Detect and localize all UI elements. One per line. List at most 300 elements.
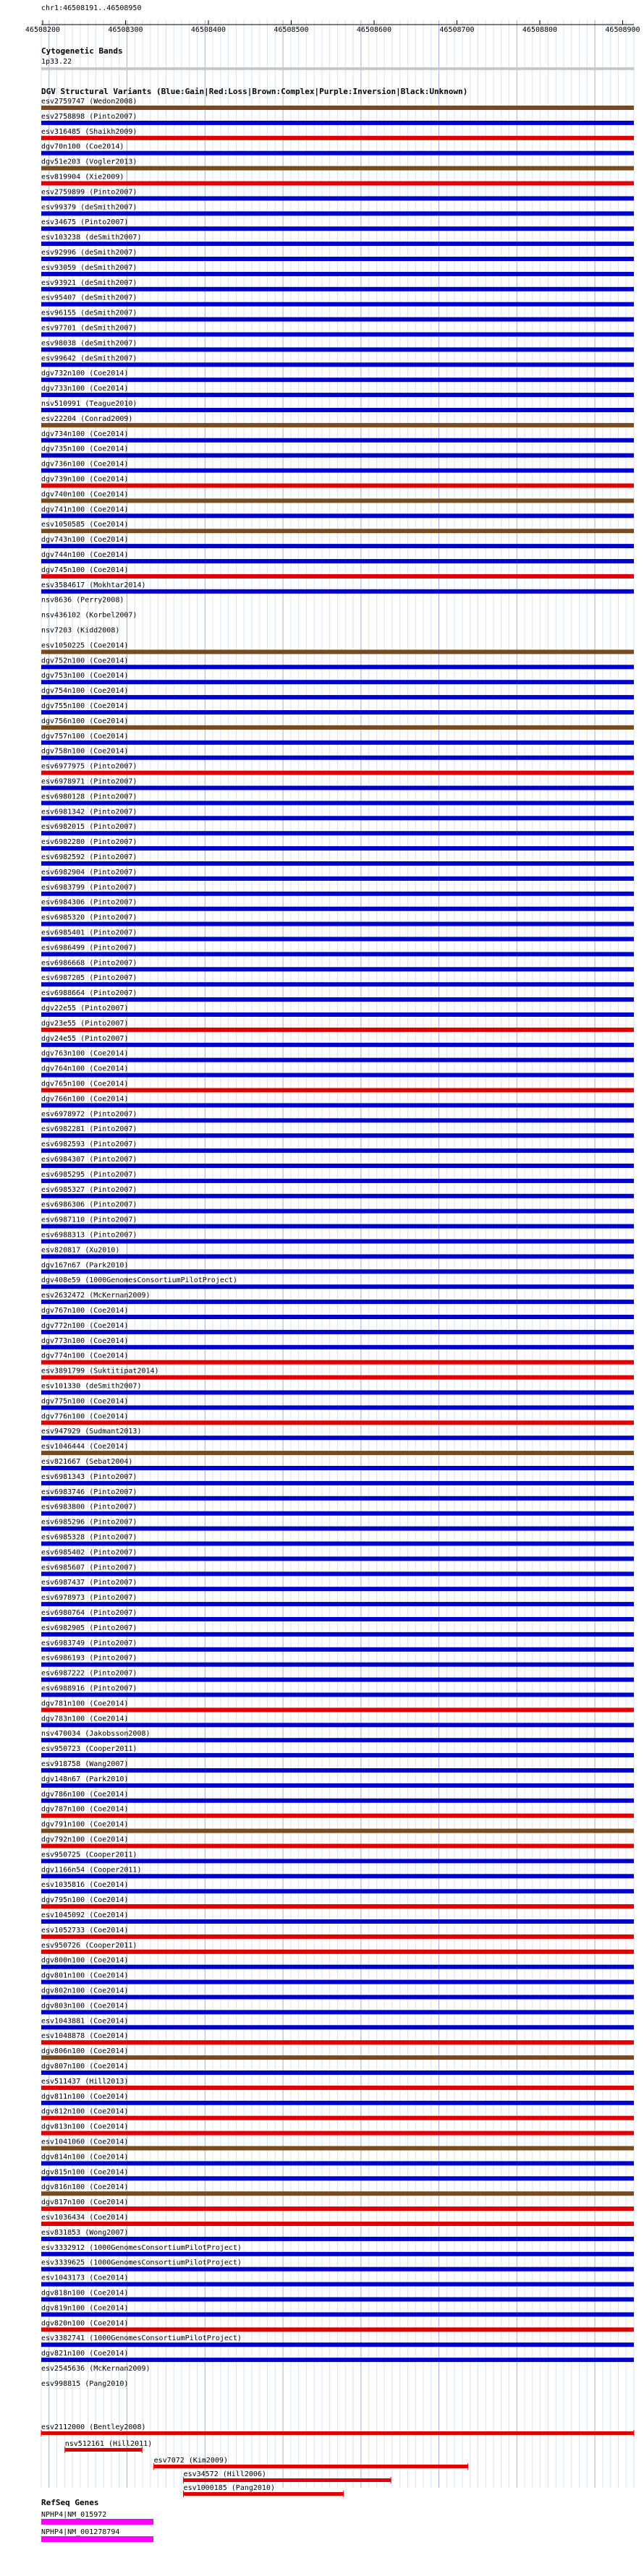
dgv-variant-bar[interactable] [41, 710, 634, 715]
dgv-track-label: dgv817n100 (Coe2014) [41, 2198, 129, 2207]
dgv-track-label: nsv8636 (Perry2008) [41, 596, 124, 605]
dgv-variant-bar[interactable] [41, 816, 634, 820]
dgv-track-label: dgv753n100 (Coe2014) [41, 672, 129, 681]
ruler-tick-label: 46508300 [108, 26, 143, 34]
refseq-genes [41, 2511, 153, 2542]
dgv-variant-bar[interactable] [41, 649, 634, 654]
dgv-track-label: esv821667 (Sebat2004) [41, 1458, 133, 1466]
dgv-track-label: esv2758898 (Pinto2007) [41, 112, 137, 121]
dgv-track-label: dgv51e203 (Vogler2013) [41, 158, 137, 166]
dgv-variant-bar[interactable] [41, 907, 634, 911]
dgv-track-label: dgv792n100 (Coe2014) [41, 1835, 129, 1844]
dgv-track-label: esv1035816 (Coe2014) [41, 1881, 129, 1890]
dgv-track-label: dgv740n100 (Coe2014) [41, 490, 129, 499]
dgv-variant-bar[interactable] [41, 2252, 634, 2256]
dgv-variant-bar[interactable] [41, 2101, 634, 2105]
dgv-variant-bar[interactable] [41, 1663, 634, 1667]
dgv-track-label: esv1041060 (Coe2014) [41, 2138, 129, 2146]
dgv-variant-bar[interactable] [41, 121, 634, 125]
dgv-variant-bar[interactable] [41, 1405, 634, 1409]
dgv-variant-bar[interactable] [41, 1874, 634, 1878]
dgv-track-label: dgv818n100 (Coe2014) [41, 2289, 129, 2298]
dgv-variant-bar[interactable] [41, 196, 634, 200]
dgv-track-label: esv6985607 (Pinto2007) [41, 1564, 137, 1572]
dgv-variant-bar[interactable] [41, 2191, 634, 2196]
dgv-track-label: dgv24e55 (Pinto2007) [41, 1034, 129, 1043]
dgv-track-label: dgv408e59 (1000GenomesConsortiumPilotProject) [41, 1276, 237, 1285]
dgv-variant-bar[interactable] [41, 1738, 634, 1742]
dgv-track-label: esv6985401 (Pinto2007) [41, 929, 137, 937]
dgv-track-label: esv96155 (deSmith2007) [41, 309, 137, 317]
dgv-track-label: esv93921 (deSmith2007) [41, 278, 137, 287]
dgv-variant-bar[interactable] [41, 1012, 634, 1017]
dgv-track-label: esv2759899 (Pinto2007) [41, 188, 137, 197]
dgv-track-label: esv93059 (deSmith2007) [41, 263, 137, 272]
dgv-track-label: esv819904 (Xie2009) [41, 173, 124, 182]
dgv-track-label: esv103238 (deSmith2007) [41, 234, 142, 242]
dgv-track-label: dgv739n100 (Coe2014) [41, 475, 129, 484]
dgv-variant-bar[interactable] [41, 2222, 634, 2226]
dgv-variant-bar[interactable] [41, 1571, 634, 1576]
dgv-track-label: esv3584617 (Mokhtar2014) [41, 581, 146, 589]
dgv-variant-bar[interactable] [41, 1556, 634, 1561]
dgv-track-label: dgv775n100 (Coe2014) [41, 1397, 129, 1406]
dgv-variant-bar[interactable] [41, 1859, 634, 1863]
dgv-variant-bar[interactable] [41, 333, 634, 337]
dgv-track-label: esv95407 (deSmith2007) [41, 294, 137, 302]
dgv-variant-bar[interactable] [41, 1919, 634, 1924]
dgv-variant-bar[interactable] [41, 1088, 634, 1093]
dgv-variant-bar[interactable] [41, 469, 634, 473]
dgv-variant-bar[interactable] [41, 1768, 634, 1773]
dgv-variant-bar[interactable] [41, 242, 634, 246]
dgv-variant-bar[interactable] [41, 1209, 634, 1214]
dgv-variant-bar[interactable] [41, 1829, 634, 1833]
dgv-variant-bar[interactable] [41, 151, 634, 155]
ruler-tick-label: 46508200 [25, 26, 61, 34]
dgv-track-label: dgv758n100 (Coe2014) [41, 747, 129, 756]
dgv-variant-bar[interactable] [41, 1889, 634, 1893]
dgv-variant-bar[interactable] [41, 2116, 634, 2120]
dgv-variant-bar[interactable] [41, 1965, 634, 1969]
dgv-track-label: esv2545636 (McKernan2009) [41, 2365, 151, 2373]
dgv-variant-bar[interactable] [41, 771, 634, 775]
dgv-track-label: esv6982015 (Pinto2007) [41, 823, 137, 832]
dgv-variant-bar[interactable] [41, 877, 634, 881]
dgv-variant-bar[interactable] [41, 741, 634, 745]
dgv-track-label: dgv801n100 (Coe2014) [41, 1971, 129, 1980]
dgv-track-label: dgv733n100 (Coe2014) [41, 385, 129, 393]
dgv-track-label: dgv763n100 (Coe2014) [41, 1049, 129, 1058]
dgv-track-label: dgv741n100 (Coe2014) [41, 506, 129, 514]
dgv-track-label: dgv813n100 (Coe2014) [41, 2123, 129, 2131]
dgv-variant-bar[interactable] [41, 1980, 634, 1984]
dgv-variant-bar[interactable] [41, 272, 634, 276]
dgv-track-label: esv6982280 (Pinto2007) [41, 838, 137, 847]
dgv-variant-bar[interactable] [41, 1723, 634, 1727]
dgv-track-label: esv998815 (Pang2010) [41, 2379, 129, 2388]
dgv-variant-bar[interactable] [41, 2176, 634, 2180]
dgv-track-label: dgv70n100 (Coe2014) [41, 142, 124, 151]
dgv-variant-bar[interactable] [41, 1496, 634, 1501]
dgv-variant-bar[interactable] [41, 166, 634, 171]
dgv-variant-bar[interactable] [41, 1391, 634, 1395]
dgv-variant-bar[interactable] [41, 317, 634, 322]
dgv-track-label: esv92996 (deSmith2007) [41, 249, 137, 257]
dgv-track-label: esv6985327 (Pinto2007) [41, 1185, 137, 1194]
dgv-track-label: esv1043881 (Coe2014) [41, 2017, 129, 2026]
dgv-variant-bar[interactable] [41, 1118, 634, 1122]
dgv-track-label: dgv734n100 (Coe2014) [41, 430, 129, 438]
dgv-track-label: esv3382741 (1000GenomesConsortiumPilotProject) [41, 2334, 242, 2343]
dgv-variant-bar[interactable] [41, 2146, 634, 2151]
dgv-track-label: esv6983746 (Pinto2007) [41, 1488, 137, 1496]
dgv-variant-bar[interactable] [41, 1904, 634, 1908]
dgv-track-label: dgv812n100 (Coe2014) [41, 2107, 129, 2116]
dgv-track-label: esv6981342 (Pinto2007) [41, 808, 137, 816]
dgv-variant-bar[interactable] [41, 1058, 634, 1062]
dgv-track-label: dgv786n100 (Coe2014) [41, 1790, 129, 1799]
dgv-track-label: dgv732n100 (Coe2014) [41, 370, 129, 378]
dgv-track-label: esv1052733 (Coe2014) [41, 1926, 129, 1935]
dgv-variant-bar[interactable] [41, 393, 634, 397]
dgv-variant-bar[interactable] [41, 1436, 634, 1440]
dgv-variant-bar[interactable] [41, 1240, 634, 1244]
dgv-track-label: esv950725 (Cooper2011) [41, 1851, 137, 1859]
dgv-track-label: esv947929 (Sudmant2013) [41, 1428, 142, 1436]
dgv-track-label: dgv767n100 (Coe2014) [41, 1307, 129, 1315]
dgv-variant-bar[interactable] [41, 529, 634, 533]
dgv-partial-label: esv34572 (Hill2006) [183, 2470, 266, 2478]
dgv-variant-bar[interactable] [41, 1542, 634, 1546]
dgv-variant-bar[interactable] [41, 997, 634, 1002]
dgv-variant-bar[interactable] [41, 2206, 634, 2211]
dgv-track-label: nsv510991 (Teague2010) [41, 400, 137, 408]
dgv-track-label: esv6985320 (Pinto2007) [41, 913, 137, 922]
dgv-track-label: esv6983749 (Pinto2007) [41, 1639, 137, 1647]
dgv-track-label: esv511437 (Hill2013) [41, 2077, 129, 2086]
dgv-variant-bar[interactable] [41, 453, 634, 458]
dgv-variant-bar[interactable] [41, 1678, 634, 1682]
dgv-track-label: esv6984306 (Pinto2007) [41, 898, 137, 907]
dgv-variant-bar[interactable] [41, 182, 634, 186]
dgv-track-label: esv6985402 (Pinto2007) [41, 1548, 137, 1557]
dgv-track-label: dgv816n100 (Coe2014) [41, 2183, 129, 2192]
dgv-variant-bar[interactable] [41, 1511, 634, 1516]
dgv-track-label: esv6983799 (Pinto2007) [41, 883, 137, 892]
dgv-track-label: esv6977975 (Pinto2007) [41, 762, 137, 771]
dgv-variant-bar[interactable] [41, 1844, 634, 1848]
dgv-variant-bar[interactable] [41, 484, 634, 488]
dgv-partial-label: nsv512161 (Hill2011) [64, 2440, 153, 2448]
dgv-variant-bar[interactable] [41, 544, 634, 548]
dgv-variant-bar[interactable] [41, 1043, 634, 1047]
dgv-track-label: dgv811n100 (Coe2014) [41, 2092, 129, 2101]
dgv-variant-bar[interactable] [41, 1466, 634, 1470]
dgv-variant-bar[interactable] [41, 1224, 634, 1229]
dgv-variant-bar[interactable] [41, 1254, 634, 1258]
dgv-variant-bar[interactable] [41, 211, 634, 216]
dgv-track-label: dgv772n100 (Coe2014) [41, 1321, 129, 1330]
dgv-variant-bar[interactable] [41, 1602, 634, 1606]
dgv-variant-bar[interactable] [41, 2010, 634, 2014]
refseq-gene-bar[interactable] [41, 2536, 153, 2542]
dgv-track-label: dgv743n100 (Coe2014) [41, 536, 129, 545]
dgv-variant-bar[interactable] [41, 347, 634, 351]
dgv-track-label: nsv470034 (Jakobsson2008) [41, 1730, 151, 1739]
dgv-variant-bar[interactable] [41, 1376, 634, 1380]
cytogenetic-bands-title: Cytogenetic Bands [41, 46, 123, 56]
dgv-variant-bar[interactable] [41, 2070, 634, 2075]
dgv-variant-bar[interactable] [41, 695, 634, 699]
dgv-partial-bar[interactable] [41, 2431, 634, 2435]
dgv-variant-bar[interactable] [41, 952, 634, 956]
dgv-variant-bar[interactable] [41, 1995, 634, 2000]
dgv-track-label: esv6982904 (Pinto2007) [41, 868, 137, 877]
dgv-track-label: dgv787n100 (Coe2014) [41, 1805, 129, 1814]
dgv-variant-bar[interactable] [41, 1647, 634, 1652]
dgv-track-label: esv6988916 (Pinto2007) [41, 1684, 137, 1693]
dgv-track-label: esv6982593 (Pinto2007) [41, 1140, 137, 1149]
dgv-variant-bar[interactable] [41, 1693, 634, 1697]
dgv-track-label: esv6987110 (Pinto2007) [41, 1216, 137, 1224]
dgv-track-label: dgv807n100 (Coe2014) [41, 2063, 129, 2070]
dgv-variant-bar[interactable] [41, 725, 634, 730]
dgv-track-label: dgv800n100 (Coe2014) [41, 1956, 129, 1965]
dgv-variant-bar[interactable] [41, 1587, 634, 1591]
dgv-track-label: esv6987222 (Pinto2007) [41, 1669, 137, 1678]
dgv-variant-bar[interactable] [41, 1133, 634, 1138]
dgv-track-label: esv831853 (Wong2007) [41, 2228, 129, 2237]
dgv-variant-bar[interactable] [41, 1783, 634, 1788]
dgv-track-label: esv97701 (deSmith2007) [41, 324, 137, 333]
dgv-variant-bar[interactable] [41, 786, 634, 790]
dgv-variant-bar[interactable] [41, 378, 634, 382]
dgv-variant-bar[interactable] [41, 106, 634, 110]
dgv-track-label: dgv755n100 (Coe2014) [41, 702, 129, 710]
dgv-track-label: esv3891799 (Suktitipat2014) [41, 1367, 159, 1376]
dgv-partial-label: esv2112000 (Bentley2008) [41, 2423, 146, 2431]
dgv-variant-bar[interactable] [41, 2327, 634, 2332]
dgv-track-label: esv22204 (Conrad2009) [41, 414, 133, 423]
dgv-variant-bar[interactable] [41, 136, 634, 140]
dgv-variant-bar[interactable] [41, 2161, 634, 2165]
dgv-variant-bar[interactable] [41, 1707, 634, 1712]
dgv-track-label: dgv1166n54 (Cooper2011) [41, 1866, 142, 1875]
dgv-partial-label: esv1000185 (Pang2010) [183, 2484, 275, 2492]
dgv-variant-bar[interactable] [41, 1632, 634, 1637]
dgv-track-label: esv820817 (Xu2010) [41, 1246, 120, 1255]
dgv-track-label: esv1050585 (Coe2014) [41, 521, 129, 529]
dgv-variant-bar[interactable] [41, 1148, 634, 1153]
dgv-variant-bar[interactable] [41, 1300, 634, 1304]
dgv-variant-bar[interactable] [41, 1451, 634, 1455]
dgv-track-label: dgv148n67 (Park2010) [41, 1775, 129, 1783]
dgv-variant-bar[interactable] [41, 1935, 634, 1939]
dgv-track-label: dgv821n100 (Coe2014) [41, 2350, 129, 2358]
dgv-track-label: dgv752n100 (Coe2014) [41, 657, 129, 665]
dgv-variant-bar[interactable] [41, 2342, 634, 2347]
dgv-variant-bar[interactable] [41, 1269, 634, 1274]
dgv-variant-bar[interactable] [41, 937, 634, 942]
dgv-track-label: esv6982905 (Pinto2007) [41, 1624, 137, 1632]
dgv-track-label: dgv23e55 (Pinto2007) [41, 1019, 129, 1028]
dgv-variant-bar[interactable] [41, 861, 634, 866]
dgv-title: DGV Structural Variants (Blue:Gain|Red:Loss|Brown:Complex|Purple:Inversion|Black:Unknown) [41, 87, 468, 96]
ruler-tick-label: 46508400 [190, 26, 226, 34]
dgv-variant-bar[interactable] [41, 2086, 634, 2090]
dgv-variant-bar[interactable] [41, 1481, 634, 1485]
dgv-track-label: esv6985295 (Pinto2007) [41, 1170, 137, 1179]
dgv-variant-bar[interactable] [41, 589, 634, 594]
dgv-variant-bar[interactable] [41, 1164, 634, 1168]
dgv-variant-bar[interactable] [41, 922, 634, 926]
dgv-track-label: dgv803n100 (Coe2014) [41, 2002, 129, 2010]
dgv-variant-bar[interactable] [41, 1950, 634, 1954]
dgv-variant-bar[interactable] [41, 665, 634, 669]
dgv-variant-bar[interactable] [41, 1420, 634, 1425]
dgv-variant-bar[interactable] [41, 1028, 634, 1032]
dgv-track-label: esv34675 (Pinto2007) [41, 218, 129, 227]
dgv-variant-bar[interactable] [41, 1527, 634, 1531]
dgv-variant-bar[interactable] [41, 498, 634, 503]
dgv-track-label: esv101330 (deSmith2007) [41, 1382, 142, 1391]
dgv-track-label: dgv814n100 (Coe2014) [41, 2153, 129, 2162]
position-label: chr1:46508191..46508950 [41, 4, 142, 12]
dgv-variant-bar[interactable] [41, 1330, 634, 1334]
dgv-variant-bar[interactable] [41, 1814, 634, 1818]
dgv-variant-bar[interactable] [41, 982, 634, 986]
dgv-track-label: esv1048878 (Coe2014) [41, 2032, 129, 2041]
dgv-track-label: dgv773n100 (Coe2014) [41, 1336, 129, 1345]
dgv-track-label: esv3332912 (1000GenomesConsortiumPilotProject) [41, 2243, 242, 2252]
dgv-track-label: esv6985296 (Pinto2007) [41, 1518, 137, 1527]
dgv-tracks [41, 98, 634, 2388]
dgv-track-label: esv2632472 (McKernan2009) [41, 1292, 151, 1300]
dgv-track-label: dgv736n100 (Coe2014) [41, 460, 129, 469]
dgv-variant-bar[interactable] [41, 801, 634, 805]
dgv-variant-bar[interactable] [41, 1617, 634, 1621]
dgv-partial-bar[interactable] [154, 2465, 468, 2468]
dgv-variant-bar[interactable] [41, 2298, 634, 2302]
dgv-track-label: esv6978972 (Pinto2007) [41, 1110, 137, 1119]
dgv-track-label: esv950726 (Cooper2011) [41, 1941, 137, 1950]
dgv-track-label: esv1045092 (Coe2014) [41, 1911, 129, 1919]
dgv-track-label: esv1050225 (Coe2014) [41, 641, 129, 650]
dgv-variant-bar[interactable] [41, 362, 634, 367]
dgv-track-label: esv99642 (deSmith2007) [41, 354, 137, 363]
cytoband-bar [41, 67, 634, 70]
dgv-variant-bar[interactable] [41, 559, 634, 563]
dgv-track-label: dgv776n100 (Coe2014) [41, 1412, 129, 1421]
dgv-track-label: nsv7203 (Kidd2008) [41, 626, 120, 635]
dgv-variant-bar[interactable] [41, 831, 634, 835]
dgv-track-label: esv6985328 (Pinto2007) [41, 1533, 137, 1542]
dgv-variant-bar[interactable] [41, 1073, 634, 1078]
dgv-track-label: esv6988313 (Pinto2007) [41, 1231, 137, 1240]
dgv-variant-bar[interactable] [41, 1799, 634, 1803]
ruler-tick-label: 46508600 [356, 26, 392, 34]
dgv-variant-bar[interactable] [41, 1753, 634, 1757]
dgv-track-label: dgv754n100 (Coe2014) [41, 687, 129, 696]
dgv-variant-bar[interactable] [41, 2358, 634, 2362]
dgv-variant-bar[interactable] [41, 257, 634, 261]
dgv-partial-bar[interactable] [65, 2448, 142, 2452]
dgv-variant-bar[interactable] [41, 1360, 634, 1365]
dgv-track-label: dgv22e55 (Pinto2007) [41, 1005, 129, 1012]
dgv-partial-bar[interactable] [184, 2492, 344, 2496]
dgv-variant-bar[interactable] [41, 1345, 634, 1349]
dgv-track-label: esv6981343 (Pinto2007) [41, 1472, 137, 1481]
dgv-partial-label: esv7072 (Kim2009) [153, 2457, 228, 2465]
dgv-variant-bar[interactable] [41, 226, 634, 231]
dgv-track-label: esv6982592 (Pinto2007) [41, 853, 137, 861]
dgv-variant-bar[interactable] [41, 438, 634, 443]
dgv-variant-bar[interactable] [41, 1194, 634, 1198]
dgv-track-label: dgv764n100 (Coe2014) [41, 1065, 129, 1073]
dgv-variant-bar[interactable] [41, 423, 634, 427]
dgv-track-label: esv6986499 (Pinto2007) [41, 944, 137, 952]
dgv-track-label: dgv735n100 (Coe2014) [41, 445, 129, 453]
dgv-track-label: esv6986668 (Pinto2007) [41, 959, 137, 968]
dgv-variant-bar[interactable] [41, 2131, 634, 2136]
dgv-track-label: dgv167n67 (Park2010) [41, 1261, 129, 1270]
dgv-variant-bar[interactable] [41, 1103, 634, 1107]
dgv-track-label: dgv783n100 (Coe2014) [41, 1715, 129, 1723]
dgv-track-label: dgv795n100 (Coe2014) [41, 1896, 129, 1905]
dgv-track-label: dgv781n100 (Coe2014) [41, 1699, 129, 1708]
dgv-track-label: esv2759747 (Wedon2008) [41, 98, 137, 106]
dgv-variant-bar[interactable] [41, 1315, 634, 1319]
dgv-variant-bar[interactable] [41, 2312, 634, 2316]
dgv-variant-bar[interactable] [41, 513, 634, 518]
dgv-variant-bar[interactable] [41, 1284, 634, 1289]
dgv-variant-bar[interactable] [41, 1179, 634, 1183]
dgv-variant-bar[interactable] [41, 680, 634, 684]
dgv-track-label: esv950723 (Cooper2011) [41, 1745, 137, 1754]
ruler-tick-label: 46508700 [439, 26, 475, 34]
dgv-track-label: dgv756n100 (Coe2014) [41, 717, 129, 725]
dgv-variant-bar[interactable] [41, 574, 634, 579]
dgv-track-label: esv6980764 (Pinto2007) [41, 1609, 137, 1617]
dgv-variant-bar[interactable] [41, 892, 634, 896]
dgv-variant-bar[interactable] [41, 2025, 634, 2029]
dgv-variant-bar[interactable] [41, 2267, 634, 2272]
dgv-partial-bar[interactable] [184, 2478, 391, 2482]
dgv-track-label: esv6982281 (Pinto2007) [41, 1125, 137, 1134]
dgv-variant-bar[interactable] [41, 846, 634, 850]
dgv-track-label: dgv774n100 (Coe2014) [41, 1352, 129, 1360]
dgv-variant-bar[interactable] [41, 2237, 634, 2241]
dgv-variant-bar[interactable] [41, 967, 634, 971]
dgv-variant-bar[interactable] [41, 2040, 634, 2044]
refseq-title: RefSeq Genes [41, 2498, 99, 2507]
dgv-track-label: esv1043173 (Coe2014) [41, 2274, 129, 2282]
dgv-variant-bar[interactable] [41, 756, 634, 760]
dgv-variant-bar[interactable] [41, 287, 634, 291]
ruler-tick-label: 46508900 [605, 26, 640, 34]
refseq-gene-bar[interactable] [41, 2519, 153, 2525]
dgv-variant-bar[interactable] [41, 2055, 634, 2060]
dgv-track-label: esv99379 (deSmith2007) [41, 203, 137, 212]
dgv-variant-bar[interactable] [41, 2282, 634, 2287]
dgv-track-label: esv6983800 (Pinto2007) [41, 1503, 137, 1511]
cytoband-label: 1p33.22 [41, 58, 72, 66]
dgv-variant-bar[interactable] [41, 302, 634, 307]
dgv-track-label: dgv791n100 (Coe2014) [41, 1820, 129, 1829]
dgv-variant-bar[interactable] [41, 408, 634, 412]
dgv-track-label: dgv765n100 (Coe2014) [41, 1080, 129, 1088]
